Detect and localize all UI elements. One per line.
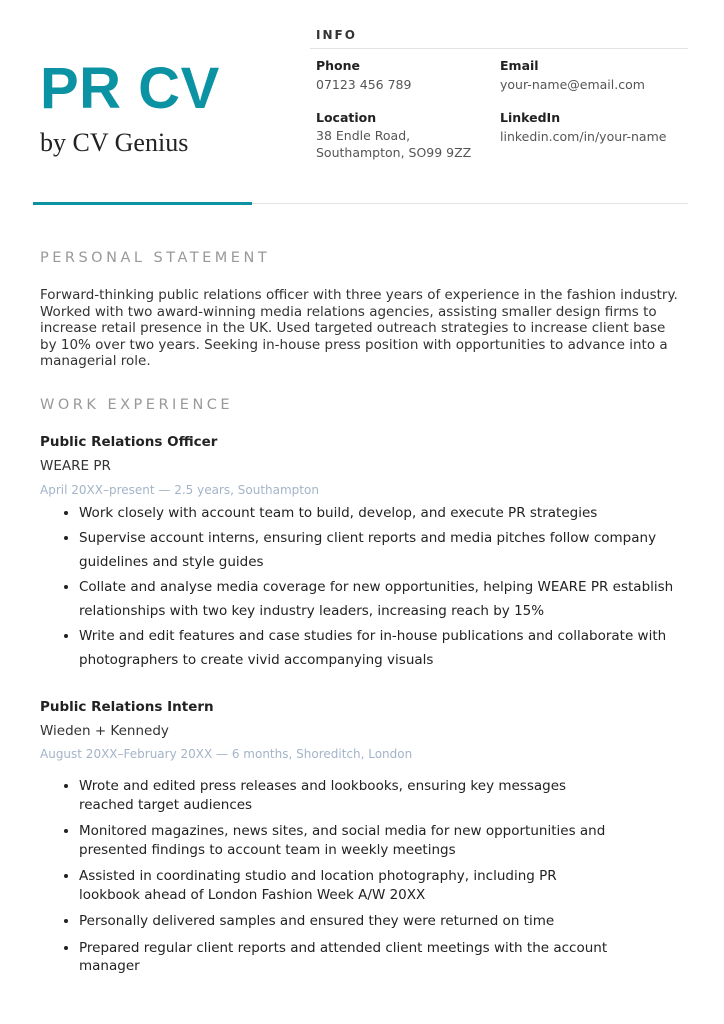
job-dates: August 20XX–February 20XX — 6 months, Shoreditch, London xyxy=(40,747,413,761)
info-heading: INFO xyxy=(316,28,357,42)
email-label: Email xyxy=(500,58,539,73)
location-label: Location xyxy=(316,110,377,125)
job-title: Public Relations Intern xyxy=(40,699,214,715)
linkedin-block xyxy=(500,110,666,145)
job-bullet-list xyxy=(40,777,619,984)
location-line-2: Southampton, SO99 9ZZ xyxy=(316,145,472,160)
job-bullet: • Prepared regular client reports and attended client meetings with the account manager xyxy=(79,939,619,976)
work-experience-heading: WORK EXPERIENCE xyxy=(40,397,234,413)
job-bullet: • Monitored magazines, news sites, and social media for new opportunities and presented findings to account team in weekly meetings xyxy=(79,822,619,859)
job-bullet: • Collate and analyse media coverage for new opportunities, helping WEARE PR establish relationships with two key industry leaders, increasing reach by 15% xyxy=(79,575,679,624)
job-bullet: • Wrote and edited press releases and lookbooks, ensuring key messages reached target audiences xyxy=(79,777,619,814)
location-block xyxy=(316,110,471,161)
email-value[interactable]: your-name@email.com xyxy=(500,77,645,92)
job-bullet-list xyxy=(40,501,679,673)
phone-value: 07123 456 789 xyxy=(316,77,412,92)
linkedin-value[interactable]: linkedin.com/in/your-name xyxy=(500,129,667,144)
header-divider xyxy=(252,203,688,204)
job-dates: April 20XX–present — 2.5 years, Southampton xyxy=(40,483,319,497)
job-bullet: • Write and edit features and case studies for in-house publications and collaborate with photographers to create vivid accompanying visuals xyxy=(79,624,679,673)
job-bullet: • Assisted in coordinating studio and location photography, including PR lookbook ahead of London Fashion Week A/W 20XX xyxy=(79,867,619,904)
job-company: Wieden + Kennedy xyxy=(40,723,169,739)
phone-label: Phone xyxy=(316,58,361,73)
cv-title: PR CV xyxy=(40,56,220,121)
email-block xyxy=(500,58,645,93)
phone-block xyxy=(316,58,411,93)
job-bullet: • Work closely with account team to build, develop, and execute PR strategies xyxy=(79,501,679,526)
location-line-1: 38 Endle Road, xyxy=(316,128,411,143)
linkedin-label: LinkedIn xyxy=(500,110,561,125)
personal-statement-text: Forward-thinking public relations officer with three years of experience in the fashion industry. Worked with two award-winning media relations agencies, assisting smaller design firms to increase retail presence in the UK. Used targeted outreach strategies to increase client base by 10% over two years. Seeking in-house press position with opportunities to advance into a managerial role. xyxy=(40,287,678,369)
job-bullet: • Personally delivered samples and ensured they were returned on time xyxy=(79,912,619,931)
cv-byline: by CV Genius xyxy=(40,128,189,157)
personal-statement-heading: PERSONAL STATEMENT xyxy=(40,250,271,266)
job-bullet: • Supervise account interns, ensuring client reports and media pitches follow company guidelines and style guides xyxy=(79,526,679,575)
job-title: Public Relations Officer xyxy=(40,434,218,450)
header-accent-bar xyxy=(33,202,252,205)
job-company: WEARE PR xyxy=(40,458,111,474)
info-divider xyxy=(310,48,688,49)
